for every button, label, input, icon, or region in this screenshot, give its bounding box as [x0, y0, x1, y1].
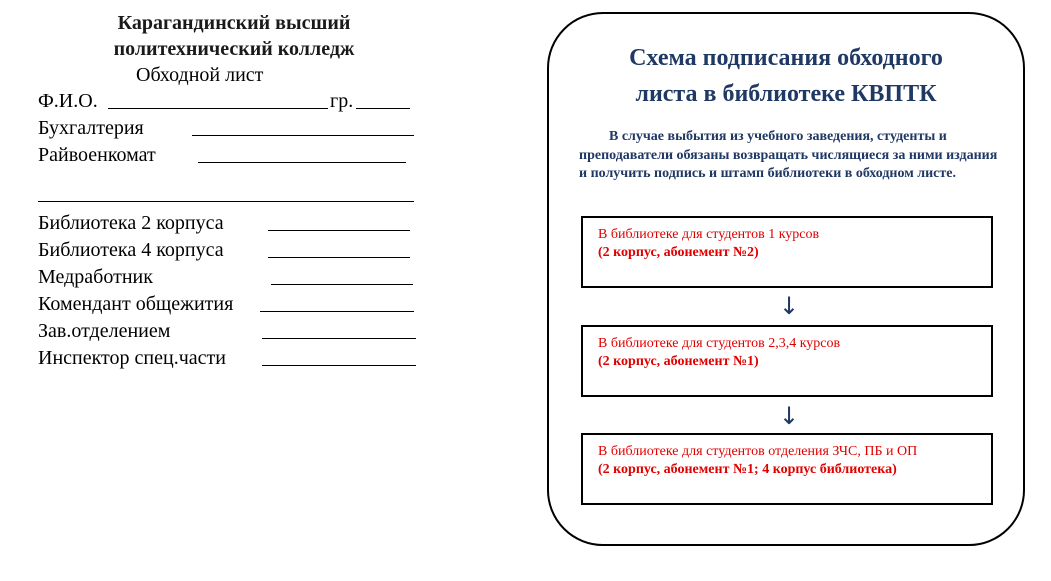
step-location: (2 корпус, абонемент №1; 4 корпус библиотека) [598, 462, 897, 477]
form-row-label: Комендант общежития [38, 293, 234, 315]
signature-blank-line [262, 338, 416, 339]
signature-blank-line [262, 365, 416, 366]
bypass-sheet-form [38, 10, 418, 372]
step-description: В библиотеке для студентов отделения ЗЧС, ПБ и ОП [598, 444, 918, 459]
fio-row [38, 88, 418, 115]
group-label: гр. [330, 90, 354, 112]
scheme-title-line1: Схема подписания обходного [629, 45, 943, 71]
fio-blank-line [108, 108, 328, 109]
form-row-department-head [38, 318, 418, 345]
blank-full-line [38, 201, 414, 202]
group-blank-line [356, 108, 410, 109]
step-description: В библиотеке для студентов 2,3,4 курсов [598, 336, 841, 351]
scheme-step-1 [581, 216, 993, 288]
signature-blank-line [268, 230, 410, 231]
down-arrow-icon: ↓ [778, 402, 800, 430]
scheme-step-2 [581, 325, 993, 397]
form-row-library-4 [38, 237, 418, 264]
form-row-military-office [38, 142, 418, 169]
form-row-label: Бухгалтерия [38, 117, 144, 139]
form-row-special-inspector [38, 345, 418, 372]
form-row-accounting [38, 115, 418, 142]
scheme-title [549, 40, 1023, 112]
college-name-line2: политехнический колледж [113, 38, 355, 60]
signature-blank-line [192, 135, 414, 136]
college-name-line1: Карагандинский высший [117, 12, 351, 34]
form-row-label: Библиотека 2 корпуса [38, 212, 224, 234]
form-row-label: Инспектор спец.части [38, 347, 226, 369]
sheet-title: Обходной лист [136, 64, 264, 86]
step-location: (2 корпус, абонемент №1) [598, 354, 759, 369]
scheme-title-line2: листа в библиотеке КВПТК [635, 81, 937, 107]
form-row-label: Райвоенкомат [38, 144, 156, 166]
down-arrow-icon: ↓ [778, 292, 800, 320]
form-row-library-2 [38, 210, 418, 237]
step-location: (2 корпус, абонемент №2) [598, 245, 759, 260]
signature-blank-line [268, 257, 410, 258]
form-row-label: Медработник [38, 266, 153, 288]
signature-blank-line [271, 284, 413, 285]
form-row-dormitory [38, 291, 418, 318]
signature-blank-line [198, 162, 406, 163]
scheme-intro-text: В случае выбытия из учебного заведения, студенты и преподаватели обязаны возвращать числящиеся за ними издания и получить подпись и штамп библиотеки в обходном листе. [579, 129, 998, 181]
signing-scheme-panel [547, 12, 1025, 546]
step-description: В библиотеке для студентов 1 курсов [598, 227, 820, 242]
form-row-label: Библиотека 4 корпуса [38, 239, 224, 261]
signature-blank-line [260, 311, 414, 312]
form-row-medic [38, 264, 418, 291]
fio-label: Ф.И.О. [38, 90, 98, 112]
scheme-step-3 [581, 433, 993, 505]
form-row-label: Зав.отделением [38, 320, 171, 342]
